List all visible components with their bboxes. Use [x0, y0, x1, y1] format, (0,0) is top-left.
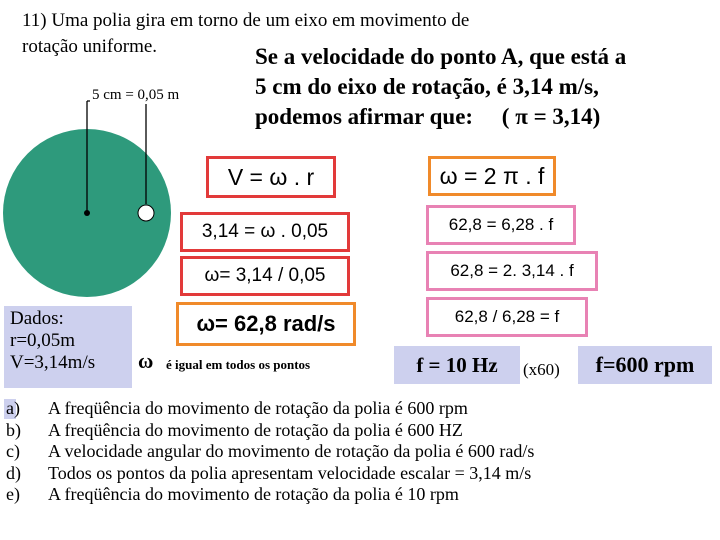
formula-v-box: V = ω . r	[206, 156, 336, 198]
question-title-line2: rotação uniforme.	[22, 36, 158, 57]
option-a-letter-text: a)	[6, 398, 20, 418]
formula-f-step3-box: 62,8 / 6,28 = f	[426, 297, 588, 337]
statement-line2: 5 cm do eixo de rotação, é 3,14 m/s,	[255, 74, 599, 99]
axis-center-dot	[84, 210, 90, 216]
formula-omega-box: ω = 2 π . f	[428, 156, 556, 196]
formula-f-step1-box: 62,8 = 6,28 . f	[426, 205, 576, 245]
frequency-rpm-result: f=600 rpm	[578, 346, 712, 384]
given-radius: r=0,05m	[10, 330, 76, 351]
omega-note-text: é igual em todos os pontos	[166, 357, 311, 372]
omega-result-box: ω= 62,8 rad/s	[176, 302, 356, 346]
option-d[interactable]	[6, 463, 534, 485]
option-c[interactable]	[6, 441, 534, 463]
multiplier-label: (x60)	[523, 360, 560, 379]
answer-options	[6, 398, 534, 506]
option-e-text: A freqüência do movimento de rotação da polia é 10 rpm	[48, 484, 459, 504]
omega-note-symbol: ω	[138, 349, 154, 373]
question-title-line1: 11) Uma polia gira em torno de um eixo em movimento de	[22, 10, 470, 31]
option-b-letter: b)	[6, 419, 21, 440]
option-b-text: A freqüência do movimento de rotação da polia é 600 HZ	[48, 419, 463, 440]
given-data-box	[4, 306, 132, 388]
option-a-text: A freqüência do movimento de rotação da polia é 600 rpm	[48, 398, 468, 418]
option-e-letter: e)	[6, 484, 20, 504]
option-a[interactable]	[6, 398, 534, 420]
frequency-hz-result: f = 10 Hz	[394, 346, 520, 384]
question-statement	[255, 42, 626, 132]
given-velocity: V=3,14m/s	[10, 352, 96, 373]
option-c-text: A velocidade angular do movimento de rotação da polia é 600 rad/s	[48, 441, 535, 461]
statement-line3: podemos afirmar que: ( π = 3,14)	[255, 104, 601, 129]
option-d-text: Todos os pontos da polia apresentam velocidade escalar = 3,14 m/s	[48, 462, 532, 483]
formula-step2-box: ω= 3,14 / 0,05	[180, 256, 350, 296]
formula-f-step2-box: 62,8 = 2. 3,14 . f	[426, 251, 598, 291]
radius-label: 5 cm = 0,05 m	[92, 87, 180, 103]
option-a-letter	[6, 398, 48, 420]
option-e[interactable]	[6, 484, 534, 506]
formula-step1-box: 3,14 = ω . 0,05	[180, 212, 350, 252]
option-b[interactable]	[6, 420, 534, 442]
option-d-letter: d)	[6, 462, 21, 483]
given-label: Dados:	[10, 308, 64, 329]
point-a-marker	[138, 205, 154, 221]
statement-line1: Se a velocidade do ponto A, que está a	[255, 44, 627, 69]
option-c-letter: c)	[6, 441, 20, 461]
